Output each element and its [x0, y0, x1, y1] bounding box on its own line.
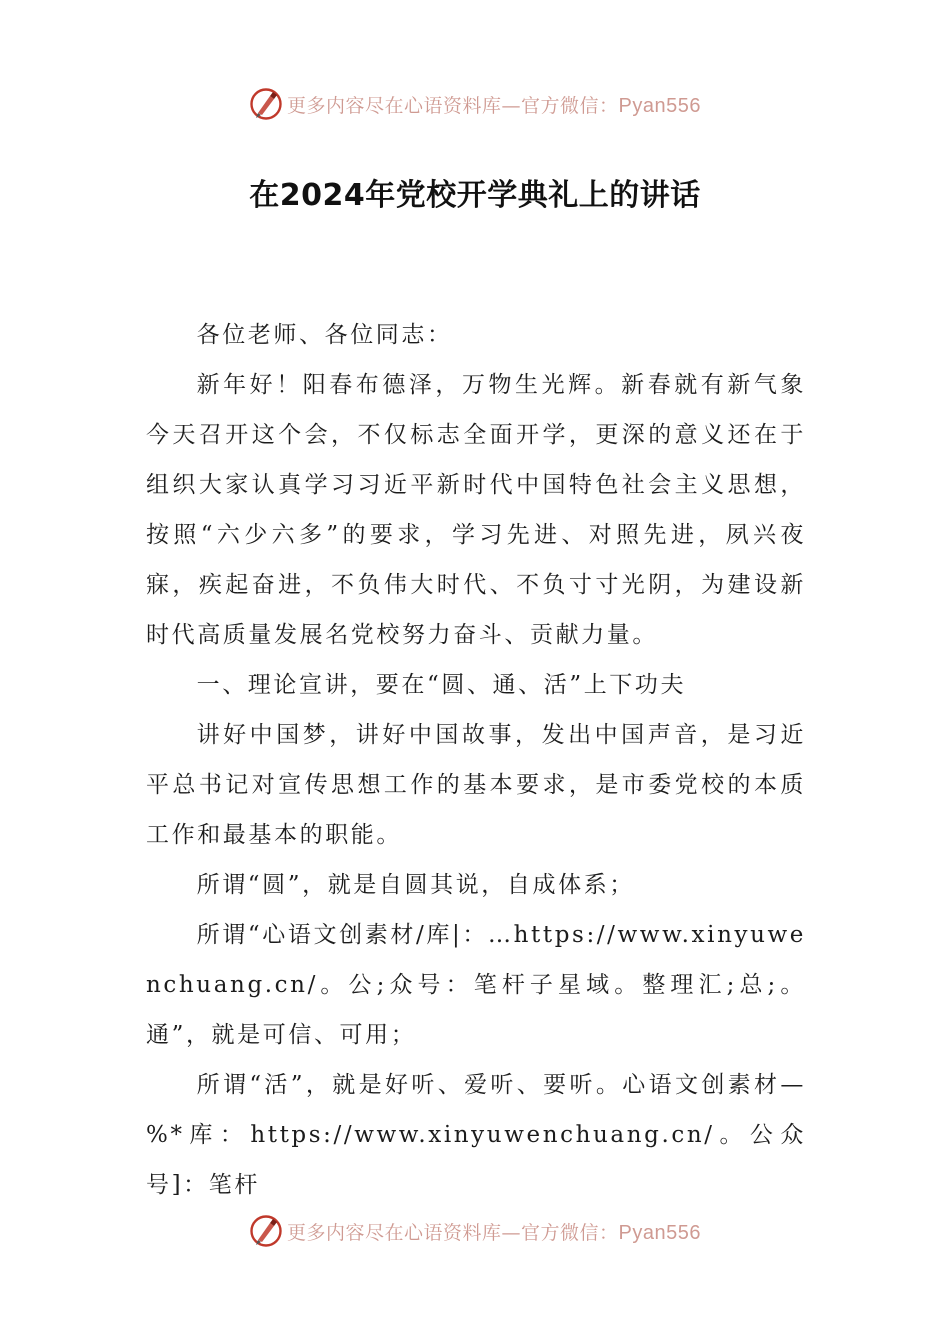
paragraph-greeting: 各位老师、各位同志： [196, 322, 453, 348]
paragraph: 讲好中国梦，讲好中国故事，发出中国声音，是习近平总书记对宣传思想工作的基本要求，是市委党校的本质工作和最基本的职能。 [146, 722, 806, 848]
paragraph-section-heading: 一、理论宣讲，要在“圆、通、活”上下功夫 [196, 672, 687, 698]
pen-logo-icon [249, 1214, 283, 1248]
paragraph: 所谓“圆”，就是自圆其说，自成体系； [196, 872, 635, 898]
banner-text: 更多内容尽在心语资料库—官方微信：Pyan556 [287, 1221, 701, 1244]
paragraph: 所谓“活”，就是好听、爱听、要听。心语文创素材—%*库：https://www.xinyuwenchuang.cn/。公众号]：笔杆 [146, 1072, 806, 1198]
footer-banner [0, 1209, 950, 1253]
banner-text: 更多内容尽在心语资料库—官方微信：Pyan556 [287, 94, 701, 117]
document-title: 在2024年党校开学典礼上的讲话 [249, 178, 701, 213]
paragraph: 所谓“心语文创素材/库|：…https://www.xinyuwenchuang.cn/。公;众号：笔杆子星域。整理汇;总;。通”，就是可信、可用； [146, 922, 806, 1048]
document-body [146, 310, 806, 1210]
pen-logo-icon [249, 87, 283, 121]
banner-wechat-id: Pyan556 [618, 1221, 701, 1244]
paragraph-intro: 新年好！阳春布德泽，万物生光辉。新春就有新气象今天召开这个会，不仅标志全面开学，更深的意义还在于组织大家认真学习习近平新时代中国特色社会主义思想，按照“六少六多”的要求，学习先进、对照先进，夙兴夜寐，疾起奋进，不负伟大时代、不负寸寸光阴，为建设新时代高质量发展名党校努力奋斗、贡献力量。 [146, 372, 806, 648]
header-banner [0, 82, 950, 126]
banner-wechat-id: Pyan556 [618, 94, 701, 117]
